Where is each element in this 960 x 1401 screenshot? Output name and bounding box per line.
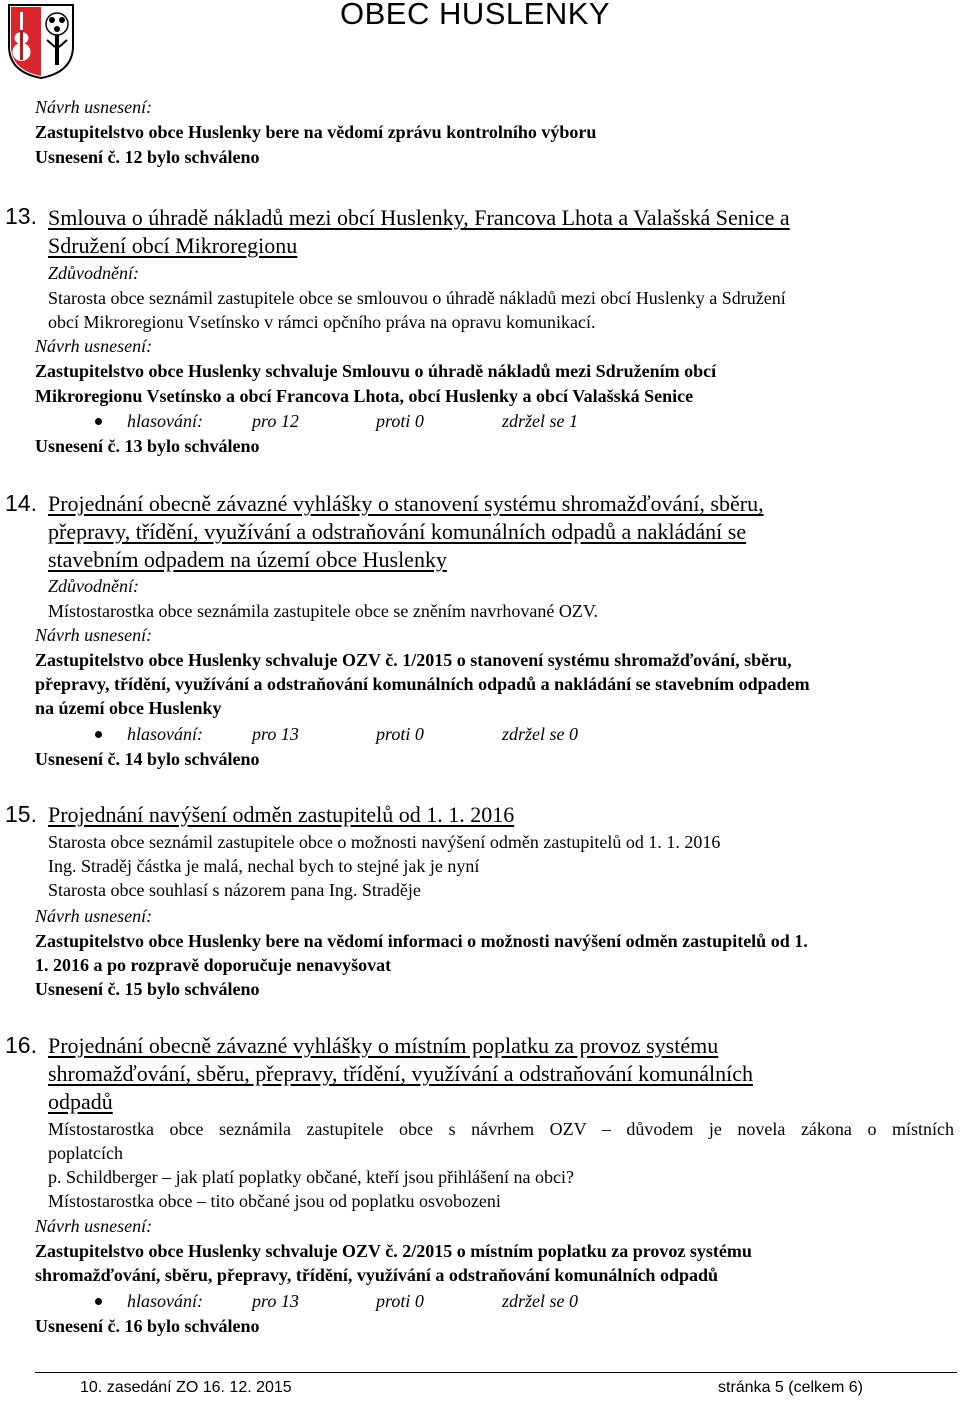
section-title: přepravy, třídění, využívání a odstraňování komunálních odpadů a nakládání se	[48, 519, 747, 544]
vote-zdrzel: zdržel se 0	[502, 1291, 578, 1311]
vote-zdrzel: zdržel se 0	[502, 724, 578, 744]
vote-proti: proti 0	[376, 411, 424, 431]
resolution-text: Zastupitelstvo obce Huslenky schvaluje OZV č. 1/2015 o stanovení systému shromažďování, sběru,	[35, 650, 792, 670]
section-title: Projednání navýšení odměn zastupitelů od 1. 1. 2016	[48, 802, 515, 827]
resolution-text: přepravy, třídění, využívání a odstraňování komunálních odpadů a nakládání se stavebním odpadem	[35, 674, 810, 694]
navrh-label: Návrh usnesení:	[35, 906, 153, 926]
navrh-label: Návrh usnesení:	[35, 336, 153, 356]
body-text: Místostarostka obce seznámila zastupitele obce s návrhem OZV – důvodem je novela zákona o místních	[48, 1119, 954, 1139]
bullet-icon	[95, 1298, 102, 1305]
resolution-text: Zastupitelstvo obce Huslenky bere na vědomí informaci o možnosti navýšení odměn zastupitelů od 1.	[35, 931, 808, 951]
resolution-status: Usnesení č. 13 bylo schváleno	[35, 436, 260, 456]
resolution-text: Zastupitelstvo obce Huslenky bere na vědomí zprávu kontrolního výboru	[35, 122, 597, 142]
navrh-label: Návrh usnesení:	[35, 1216, 153, 1236]
body-text: obcí Mikroregionu Vsetínsko v rámci opčního práva na opravu komunikací.	[48, 312, 596, 332]
section-title: Smlouva o úhradě nákladů mezi obcí Huslenky, Francova Lhota a Valašská Senice a	[48, 205, 790, 230]
vote-zdrzel: zdržel se 1	[502, 411, 578, 431]
resolution-text: Zastupitelstvo obce Huslenky schvaluje Smlouvu o úhradě nákladů mezi Sdružením obcí	[35, 361, 717, 381]
footer-page-number: stránka 5 (celkem 6)	[718, 1379, 863, 1396]
footer-divider	[35, 1372, 957, 1373]
section-title: Sdružení obcí Mikroregionu	[48, 233, 298, 258]
zduvodneni-label: Zdůvodnění:	[48, 576, 139, 596]
resolution-status: Usnesení č. 14 bylo schváleno	[35, 749, 260, 769]
resolution-text: Mikroregionu Vsetínsko a obcí Francova Lhota, obcí Huslenky a obcí Valašská Senice	[35, 386, 694, 406]
resolution-status: Usnesení č. 12 bylo schváleno	[35, 147, 260, 167]
resolution-text: shromažďování, sběru, přepravy, třídění, využívání a odstraňování komunálních odpadů	[35, 1265, 718, 1285]
vote-pro: pro 13	[252, 724, 299, 744]
vote-label: hlasování:	[127, 724, 203, 744]
resolution-status: Usnesení č. 16 bylo schváleno	[35, 1316, 260, 1336]
body-text: Místostarostka obce seznámila zastupitele obce se zněním navrhované OZV.	[48, 601, 598, 621]
resolution-text: na území obce Huslenky	[35, 698, 222, 718]
section-number: 16.	[5, 1032, 37, 1058]
body-text: Starosta obce seznámil zastupitele obce se smlouvou o úhradě nákladů mezi obcí Huslenky a Sdružení	[48, 288, 786, 308]
section-number: 15.	[5, 801, 37, 827]
page-header	[0, 0, 960, 90]
section-title: Projednání obecně závazné vyhlášky o stanovení systému shromažďování, sběru,	[48, 491, 764, 516]
section-title: shromažďování, sběru, přepravy, třídění, využívání a odstraňování komunálních	[48, 1061, 753, 1086]
body-text: Starosta obce souhlasí s názorem pana Ing. Straděje	[48, 880, 421, 900]
vote-proti: proti 0	[376, 724, 424, 744]
vote-label: hlasování:	[127, 1291, 203, 1311]
resolution-text: Zastupitelstvo obce Huslenky schvaluje OZV č. 2/2015 o místním poplatku za provoz systému	[35, 1241, 752, 1261]
vote-label: hlasování:	[127, 411, 203, 431]
section-title: odpadů	[48, 1089, 113, 1114]
body-text: Ing. Straděj částka je malá, nechal bych to stejné jak je nyní	[48, 856, 480, 876]
section-number: 13.	[5, 203, 37, 229]
body-text: Starosta obce seznámil zastupitele obce o možnosti navýšení odměn zastupitelů od 1. 1. 2016	[48, 832, 721, 852]
footer-meeting: 10. zasedání ZO 16. 12. 2015	[80, 1379, 292, 1396]
navrh-label: Návrh usnesení:	[35, 97, 153, 117]
page-title: OBEC HUSLENKY	[340, 0, 611, 31]
resolution-text: 1. 2016 a po rozpravě doporučuje nenavyšovat	[35, 955, 392, 975]
body-text: poplatcích	[48, 1143, 123, 1163]
bullet-icon	[95, 418, 102, 425]
navrh-label: Návrh usnesení:	[35, 625, 153, 645]
vote-pro: pro 12	[252, 411, 299, 431]
body-text: p. Schildberger – jak platí poplatky občané, kteří jsou přihlášení na obci?	[48, 1167, 575, 1187]
section-title: Projednání obecně závazné vyhlášky o místním poplatku za provoz systému	[48, 1033, 719, 1058]
vote-proti: proti 0	[376, 1291, 424, 1311]
section-number: 14.	[5, 490, 37, 516]
body-text: Místostarostka obce – tito občané jsou od poplatku osvobozeni	[48, 1191, 501, 1211]
bullet-icon	[95, 731, 102, 738]
zduvodneni-label: Zdůvodnění:	[48, 263, 139, 283]
coat-of-arms-logo	[6, 2, 76, 80]
resolution-status: Usnesení č. 15 bylo schváleno	[35, 979, 260, 999]
section-title: stavebním odpadem na území obce Huslenky	[48, 547, 447, 572]
vote-pro: pro 13	[252, 1291, 299, 1311]
